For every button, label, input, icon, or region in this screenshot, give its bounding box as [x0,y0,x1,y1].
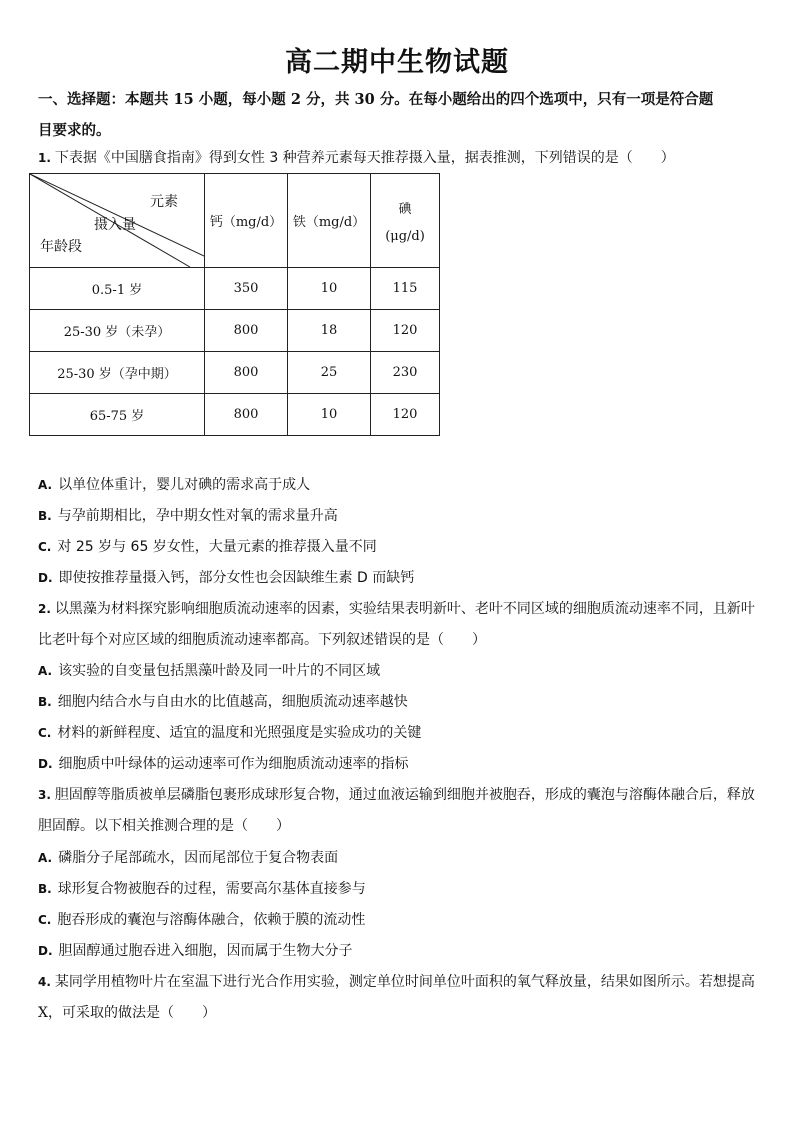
header-iodine [371,174,440,268]
age-cell: 25-30 岁（未孕） [30,310,205,352]
q2-option-d[interactable] [38,754,766,774]
question-4-text-1: 某同学用植物叶片在室温下进行光合作用实验，测定单位时间单位叶面积的氧气释放量，结果如图所示。若想提高 [54,974,755,990]
section-heading-line-2: 目要求的。 [38,122,111,139]
calcium-cell: 800 [205,310,288,352]
header-iodine-unit: (μg/d) [385,228,425,244]
nutrient-table [29,173,440,436]
section-heading [38,84,764,146]
question-1-stem [38,148,766,168]
calcium-cell: 800 [205,352,288,394]
section-heading-line-1: 一、选择题：本题共 15 小题，每小题 2 分，共 30 分。在每小题给出的四个选项中，只有一项是符合题 [38,91,714,108]
question-1-number: 1. [38,151,51,165]
question-4-number: 4. [38,975,51,989]
header-calcium: 钙（mg/d） [205,174,288,268]
question-2-stem-line-1 [38,599,766,619]
question-3-stem-line-2: 胆固醇。以下相关推测合理的是（ ） [38,818,290,834]
option-text: 与孕前期相比，孕中期女性对氧的需求量升高 [57,508,338,524]
option-text: 该实验的自变量包括黑藻叶龄及同一叶片的不同区域 [58,663,381,679]
q3-option-c[interactable] [38,910,766,930]
question-3-stem-line-1 [38,785,766,805]
option-text: 以单位体重计，婴儿对碘的需求高于成人 [58,477,311,493]
option-label: B. [38,882,52,896]
option-label: D. [38,757,53,771]
page-title: 高二期中生物试题 [285,47,509,78]
table-row [30,394,440,436]
header-iodine-name: 碘 [398,201,412,217]
iodine-cell: 230 [371,352,440,394]
age-cell: 25-30 岁（孕中期） [30,352,205,394]
question-4-stem-line-2: X，可采取的做法是（ ） [38,1005,216,1021]
question-2-number: 2. [38,602,51,616]
corner-label-age: 年龄段 [40,239,82,255]
iron-cell: 10 [288,268,371,310]
option-text: 胞吞形成的囊泡与溶酶体融合，依赖于膜的流动性 [57,912,366,928]
question-2-stem-line-2: 比老叶每个对应区域的细胞质流动速率都高。下列叙述错误的是（ ） [38,632,486,648]
option-label: C. [38,913,52,927]
calcium-cell: 350 [205,268,288,310]
option-label: B. [38,509,52,523]
question-2-text-1: 以黑藻为材料探究影响细胞质流动速率的因素，实验结果表明新叶、老叶不同区域的细胞质流动速率不同，且新叶 [54,601,755,617]
option-label: A. [38,851,53,865]
option-label: D. [38,571,53,585]
iron-cell: 25 [288,352,371,394]
option-text: 对 25 岁与 65 岁女性，大量元素的推荐摄入量不同 [57,539,377,555]
option-text: 细胞内结合水与自由水的比值越高，细胞质流动速率越快 [57,694,408,710]
age-cell: 0.5-1 岁 [30,268,205,310]
header-iron: 铁（mg/d） [288,174,371,268]
option-label: A. [38,664,53,678]
question-3-text-1: 胆固醇等脂质被单层磷脂包裹形成球形复合物，通过血液运输到细胞并被胞吞，形成的囊泡与溶酶体融合后，释放 [54,787,755,803]
iodine-cell: 115 [371,268,440,310]
option-label: B. [38,695,52,709]
option-label: C. [38,726,52,740]
question-3-number: 3. [38,788,51,802]
option-label: A. [38,478,53,492]
option-text: 磷脂分子尾部疏水，因而尾部位于复合物表面 [58,850,339,866]
q1-option-c[interactable] [38,537,766,557]
option-label: C. [38,540,52,554]
iron-cell: 10 [288,394,371,436]
q3-option-d[interactable] [38,941,766,961]
corner-label-intake: 摄入量 [94,217,136,233]
iodine-cell: 120 [371,310,440,352]
option-text: 细胞质中叶绿体的运动速率可作为细胞质流动速率的指标 [58,756,409,772]
iodine-cell: 120 [371,394,440,436]
q2-option-b[interactable] [38,692,766,712]
table-row [30,268,440,310]
q1-option-d[interactable] [38,568,766,588]
option-text: 材料的新鲜程度、适宜的温度和光照强度是实验成功的关键 [57,725,422,741]
q3-option-b[interactable] [38,879,766,899]
table-header-row [30,174,440,268]
option-text: 胆固醇通过胞吞进入细胞，因而属于生物大分子 [58,943,353,959]
q1-option-a[interactable] [38,475,766,495]
option-text: 球形复合物被胞吞的过程，需要高尔基体直接参与 [57,881,366,897]
corner-label-element: 元素 [150,194,178,210]
q2-option-a[interactable] [38,661,766,681]
option-text: 即使按推荐量摄入钙，部分女性也会因缺维生素 D 而缺钙 [58,570,415,586]
table-corner-cell [30,174,205,268]
age-cell: 65-75 岁 [30,394,205,436]
table-row [30,310,440,352]
question-1-text: 下表据《中国膳食指南》得到女性 3 种营养元素每天推荐摄入量，据表推测，下列错误的是（ ） [54,150,675,166]
iron-cell: 18 [288,310,371,352]
q3-option-a[interactable] [38,848,766,868]
q1-option-b[interactable] [38,506,766,526]
q2-option-c[interactable] [38,723,766,743]
question-4-stem-line-1 [38,972,766,992]
option-label: D. [38,944,53,958]
table-row [30,352,440,394]
calcium-cell: 800 [205,394,288,436]
